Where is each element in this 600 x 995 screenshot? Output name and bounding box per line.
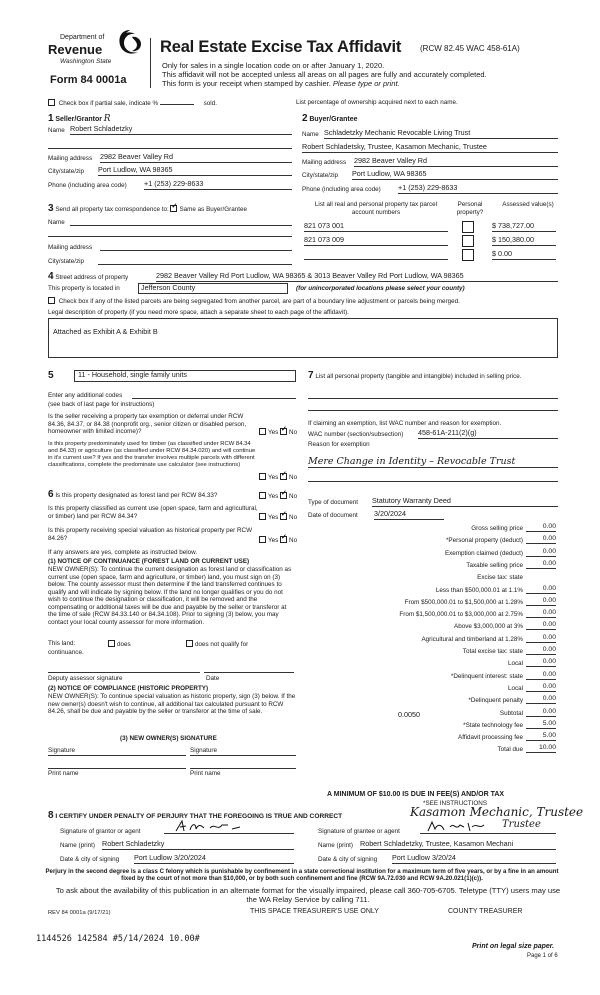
calc-row-label: Agricultural and timberland at 1.28% [421,636,523,643]
does-label: does [117,641,131,648]
grantee-signature-label: Signature of grantee or agent [318,828,400,835]
buyer-heading [302,113,358,125]
buyer-phone-label: Phone (including area code) [302,186,381,193]
page-title: Real Estate Excise Tax Affidavit [160,38,402,56]
additional-codes-label: Enter any additional codes [48,392,123,399]
exemption-label: If claiming an exemption, list WAC number and reason for exemption. [308,420,502,427]
note3-text: This form is your receipt when stamped by cashier. [162,79,331,88]
s6q1-yes-checkbox[interactable] [259,492,266,499]
calc-row-value[interactable]: 5.00 [526,720,556,729]
calc-row-value[interactable]: 0.00 [526,548,556,557]
parcels-col2-header: Personal property? [456,201,484,216]
s6q1-yes-label: Yes [268,493,279,500]
q2-yes-checkbox[interactable] [259,473,266,480]
calc-row-label: Total due [497,746,523,753]
grantor-name-row [60,839,296,850]
certify-text: I CERTIFY UNDER PENALTY OF PERJURY THAT THE FOREGOING IS TRUE AND CORRECT [55,813,343,820]
buyer-name-field1[interactable]: Schladetzky Mechanic Revocable Living Trust [324,129,558,139]
this-land-row [48,640,298,648]
calc-row-value[interactable]: 0.00 [526,671,556,680]
county-treasurer-label: COUNTY TREASURER [448,908,523,915]
unincorporated-note: (for unincorporated locations please select your county) [296,285,465,292]
buyer-mailing-field[interactable]: 2982 Beaver Valley Rd [354,157,558,167]
dept-line2: Revenue [48,42,103,57]
seller-heading-text: Seller/Grantor [55,116,102,123]
calc-row-value[interactable]: 0.00 [526,585,556,594]
calc-row-label: *Delinquent interest: state [450,673,523,680]
grantor-signature-label: Signature of grantor or agent [60,828,141,835]
grantee-date-field[interactable]: Port Ludlow 3/20/24 [392,854,556,864]
grantee-name-label: Name (print) [318,842,353,849]
street-label: Street address of property [55,274,129,281]
section5-q2: Is this property predominately used for timber (as classified under RCW 84.34 and 84.33) or agriculture (as classified under RCW 84.34.020) and will continue in it's current use? If yes and the transfer involves multiple parcels with different classifications, complete the predominate use calculator (see instructions) [48,441,256,469]
seller-city-field[interactable]: Port Ludlow, WA 98365 [98,166,292,176]
same-as-buyer-label: Same as Buyer/Grantee [179,206,248,213]
buyer-city-label: City/state/zip [302,172,339,179]
continuance-label: continuance. [48,649,84,656]
calc-row-label: Taxable selling price [466,562,523,569]
s6q1-no-checkbox[interactable] [280,492,287,499]
calc-row-value[interactable]: 0.00 [526,523,556,532]
seller-city-label: City/state/zip [48,168,85,175]
calc-row-value[interactable]: 0.00 [526,708,556,717]
owner-signature-label-1: Signature [48,747,75,754]
calc-row-value[interactable]: 0.00 [526,646,556,655]
see-instructions-note: *SEE INSTRUCTIONS [423,800,488,807]
calc-row-label: Less than $500,000.01 at 1.1% [435,587,523,594]
owner-print-name-label-2: Print name [190,770,221,777]
section8-num: 8 [48,810,54,821]
revenue-swirl-icon [116,28,144,58]
seller-city-row [48,165,292,176]
correspondence-mailing-label: Mailing address [48,244,93,251]
doc-type-row [308,496,558,507]
segregated-checkbox[interactable] [48,297,55,304]
buyer-city-row [302,169,558,180]
section6-q1 [48,489,258,501]
s6q3-no-checkbox[interactable] [280,536,287,543]
calc-row-value[interactable]: 0.00 [526,658,556,667]
this-land-label: This land: [48,640,76,647]
correspondence-mailing-field[interactable] [100,248,292,251]
partial-sold-label: sold. [203,100,217,107]
buyer-heading-text: Buyer/Grantee [309,116,358,123]
doc-type-label: Type of document [308,499,359,506]
calc-row-value[interactable]: 0.00 [526,597,556,606]
personal-property-checkbox-1[interactable] [462,221,474,233]
calc-row-label: From $1,500,000.01 to $3,000,000 at 2.75% [399,611,523,618]
deputy-date-label: Date [206,675,220,682]
seller-phone-label: Phone (including area code) [48,182,127,189]
q2-yes-label: Yes [268,474,279,481]
calc-row-label: Local [507,685,523,692]
parcel-number-2[interactable]: 821 073 009 [304,236,448,246]
header-note3 [162,79,400,88]
wac-field[interactable]: 458-61A-211(2)(g) [418,429,558,439]
section5-q1-answers [259,428,297,437]
header-note2: This affidavit will not be accepted unless all areas on all pages are fully and accurately completed. [162,70,487,79]
wac-label: WAC number (section/subsection) [308,431,404,438]
seller-phone-field[interactable]: +1 (253) 229-8633 [144,180,292,190]
doc-date-row [308,509,558,520]
new-owner-signature-title: (3) NEW OWNER(S) SIGNATURE [120,735,217,742]
buyer-name-label: Name [302,131,319,138]
s6q2-yes-label: Yes [268,514,279,521]
correspondence-name-label: Name [48,219,65,226]
partial-sale-row [48,99,217,108]
q1-yes-label: Yes [268,429,279,436]
seller-mailing-row [48,152,292,163]
correspondence-heading [48,203,247,215]
q1-no-checkbox[interactable] [280,428,287,435]
partial-sale-label: Check box if partial sale, indicate % [58,100,159,107]
correspondence-city-field[interactable] [98,262,292,265]
form-number: Form 84 0001a [50,74,127,86]
buyer-mailing-label: Mailing address [302,159,347,166]
correspondence-city-row [48,258,292,266]
parcel-number-3[interactable] [304,250,448,260]
segregated-label: Check box if any of the listed parcels are being segregated from another parcel, are part of a boundary line adjustment or parcels being merged. [58,298,460,305]
q2-no-label: No [289,474,298,481]
grantee-name-field[interactable]: Robert Schladetzky, Trustee, Kasamon Mechani [360,840,556,850]
calc-row-value[interactable]: 0.00 [526,634,556,643]
section7-label: List all personal property (tangible and intangible) included in selling price. [315,373,522,380]
personal-property-checkbox-3[interactable] [462,249,474,261]
legal-description-box[interactable] [48,318,558,358]
calc-row-value[interactable]: 0.00 [526,535,556,544]
dept-line3: Washington State [60,58,112,65]
calc-row-label: Affidavit processing fee [458,734,523,741]
owner-signature-label-2: Signature [190,747,217,754]
segregated-row [48,297,564,306]
calc-row-label: Above $3,000,000 at 3% [454,623,523,630]
seller-num: 1 [48,113,54,124]
see-back-label: (see back of last page for instructions) [48,401,155,408]
header-note1: Only for sales in a single location code on or after January 1, 2020. [162,61,385,70]
calc-row-label: Gross selling price [471,525,523,532]
cashier-stamp: 1144526 142584 #5/14/2024 10.00# [36,934,200,944]
calc-row-label: *State technology fee [463,722,523,729]
doc-date-field[interactable]: 3/20/2024 [374,510,444,520]
parcel-number-1[interactable]: 821 073 001 [304,222,448,232]
deputy-signature-label: Deputy assessor signature [48,675,123,682]
same-as-buyer-checkbox[interactable] [170,205,177,212]
section7-num: 7 [308,370,314,381]
correspondence-mailing-row [48,244,292,252]
does-checkbox[interactable] [108,640,115,647]
correspondence-name-field[interactable] [70,223,292,226]
revision-label: REV 84 0001a (9/17/21) [48,910,111,916]
rcw-reference: (RCW 82.45 WAC 458-61A) [420,44,520,53]
buyer-city-field[interactable]: Port Ludlow, WA 98365 [352,170,558,180]
grantor-signature-mark [174,819,244,833]
revenue-logo [46,28,150,72]
s6q2-yes-checkbox[interactable] [259,513,266,520]
use-code-select[interactable]: 11 - Household, single family units [74,370,296,382]
section6-num: 6 [48,489,54,500]
correspondence-num: 3 [48,203,54,214]
seller-name-label: Name [48,127,65,134]
grantor-signature-field[interactable] [164,822,294,834]
street-address-field[interactable]: 2982 Beaver Valley Rd Port Ludlow, WA 98365 & 3013 Beaver Valley Rd Port Ludlow, WA 98365 [156,272,558,282]
calc-row-value[interactable]: 0.00 [526,695,556,704]
note3-italic: Please type or print. [332,79,400,88]
located-row [48,285,558,293]
does-not-checkbox[interactable] [186,640,193,647]
calc-row-label: Excise tax: state [477,574,523,581]
dept-line1: Department of [60,34,105,41]
notice2-body: NEW OWNER(S): To continue special valuation as historic property, sign (3) below. If the new owner(s) doesn't wish to continue, all additional tax calculated pursuant to RCW 84.26, shall be due and payable by the seller or transferor at the time of sale. [48,693,296,716]
grantor-date-field[interactable]: Port Ludlow 3/20/2024 [134,854,294,864]
handwritten-trustee: Trustee [502,819,541,830]
s6q3-yes-checkbox[interactable] [259,536,266,543]
s6q1-no-label: No [289,493,298,500]
calc-row-label: Exemption claimed (deduct) [444,550,523,557]
grantee-date-label: Date & city of signing [318,856,378,863]
grantee-signature-field[interactable] [420,819,556,834]
buyer-mailing-row [302,156,558,167]
page-number: Page 1 of 6 [527,953,558,959]
grantor-date-row [60,853,296,864]
section5-q2-answers [259,473,297,482]
located-label: This property is located in [48,285,120,292]
correspondence-name-row [48,219,292,227]
grantor-date-label: Date & city of signing [60,856,120,863]
legal-description-text: Attached as Exhibit A & Exhibit B [53,327,158,336]
assessed-value-3[interactable]: $ 0.00 [492,250,556,260]
correspondence-label: Send all property tax correspondence to: [55,206,169,213]
parcels-col3-header: Assessed value(s) [502,201,554,208]
additional-codes-field[interactable] [132,397,296,399]
assessed-value-1[interactable]: $ 738,727.00 [492,222,556,232]
grantor-name-field[interactable]: Robert Schladetzky [102,840,294,850]
list-percentage-note: List percentage of ownership acquired next to each name. [296,99,458,106]
buyer-name-field2[interactable]: Robert Schladetsky, Trustee, Kasamon Mechanic, Trustee [302,143,558,153]
calc-row-value[interactable]: 10.00 [526,744,556,753]
parcels-col1-header: List all real and personal property tax parcel account numbers [314,201,438,216]
buyer-phone-field[interactable]: +1 (253) 229-8633 [398,184,558,194]
street-num: 4 [48,271,54,282]
q1-no-label: No [289,429,298,436]
calc-row-label: Total excise tax: state [462,648,523,655]
calc-row-value[interactable]: 5.00 [526,732,556,741]
local-rate: 0.0050 [398,710,420,719]
reason-label: Reason for exemption [308,441,370,448]
seller-name-field[interactable]: Robert Schladetzky [70,125,292,135]
county-select[interactable]: Jefferson County [138,283,288,294]
section6-q1-answers [259,492,297,501]
s6q3-yes-label: Yes [268,537,279,544]
calc-row-value[interactable]: 0.00 [526,560,556,569]
buyer-phone-row [302,183,558,194]
section6-q2-answers [259,513,297,522]
notice2-title: (2) NOTICE OF COMPLIANCE (HISTORIC PROPERTY) [48,685,209,692]
personal-property-checkbox-2[interactable] [462,235,474,247]
notice1-title: (1) NOTICE OF CONTINUANCE (FOREST LAND OR CURRENT USE) [48,558,250,565]
does-not-label: does not qualify for [195,641,249,648]
seller-name-row [48,124,292,135]
notice1-body: NEW OWNER(S): To continue the current designation as forest land or classification as current use (open space, farm and agriculture, or timber) land, you must sign on (3) below. The county assessor must then determine if the land transferred continues to qualify and will indicate by signing below. If the land no longer qualifies or you do not wish to continue the designation or classification, it will be removed and the compensating or additional taxes will be due and payable by the seller or transferor at the time of sale (RCW 84.33.140 or 84.34.108). Prior to signing (3) below, you may contact your local county assessor for more information. [48,566,292,626]
buyer-name-row [302,128,558,139]
reason-field[interactable]: Mere Change in Identity – Revocable Trust [308,456,558,468]
if-yes-note: If any answers are yes, complete as instructed below. [48,549,198,556]
partial-sale-checkbox[interactable] [48,99,55,106]
legal-label: Legal description of property (if you need more space, attach a separate sheet to each page of the affidavit). [48,309,349,316]
calc-row-value[interactable]: 0.00 [526,609,556,618]
s6q2-no-checkbox[interactable] [280,513,287,520]
alternate-format-notice: To ask about the availability of this publication in an alternate format for the visually impaired, please call 360-705-6705. Teletype (TTY) users may use the WA Relay Service by calling 711. [55,886,561,905]
perjury-notice: Perjury in the second degree is a class C felony which is punishable by confinement in a state correctional institution for a maximum term of five years, or by a fine in an amount fixed by the court of not more than $10,000, or by both such confinement and fine (RCW 9A.72.030 and RCW 9A.20.021(1)(c)). [45,868,559,883]
section5-q1: Is the seller receiving a property tax exemption or deferral under RCW 84.36, 84.37, or 84.38 (nonprofit org., senior citizen or disabled person, homeowner with limited income)? [48,413,247,436]
calc-row-label: *Personal property (deduct) [445,537,523,544]
section6-q1-text: Is this property designated as forest land per RCW 84.33? [55,492,218,499]
calc-row-value[interactable]: 0.00 [526,621,556,630]
section6-q3: Is this property receiving special valuation as historical property per RCW 84.26? [48,527,253,542]
seller-mailing-label: Mailing address [48,155,93,162]
calc-row-label: Subtotal [499,710,523,717]
section7-row [308,370,558,382]
section5-num: 5 [48,370,54,381]
seller-phone-row [48,179,292,190]
handwritten-grantee-name: Kasamon Mechanic, Trustee [410,805,584,819]
treasurer-use-label: THIS SPACE TREASURER'S USE ONLY [250,908,379,915]
correspondence-city-label: City/state/zip [48,258,85,265]
calc-row-value[interactable]: 0.00 [526,683,556,692]
legal-paper-note: Print on legal size paper. [472,943,555,950]
assessed-value-2[interactable]: $ 150,380.00 [492,236,556,246]
grantee-name-row [318,839,558,850]
s6q2-no-label: No [289,514,298,521]
section6-q2: Is this property classified as current use (open space, farm and agricultural, or timber) land per RCW 84.34? [48,505,258,520]
seller-mailing-field[interactable]: 2982 Beaver Valley Rd [100,153,292,163]
grantee-date-row [318,853,558,864]
seller-heading: 1 Seller/Grantor R [48,113,111,124]
section6-q3-answers [259,536,297,545]
calc-row-label: *Delinquent penalty [468,697,523,704]
minimum-due-note: A MINIMUM OF $10.00 IS DUE IN FEE(S) AND/OR TAX [327,791,505,798]
street-row [48,271,558,283]
buyer-num: 2 [302,113,308,124]
q1-yes-checkbox[interactable] [259,428,266,435]
doc-type-field[interactable]: Statutory Warranty Deed [372,497,558,507]
calc-row-label: From $500,000.01 to $1,500,000 at 1.28% [404,599,523,606]
doc-date-label: Date of document [308,512,358,519]
q2-no-checkbox[interactable] [280,473,287,480]
wac-row [308,428,558,439]
grantor-name-label: Name (print) [60,842,95,849]
owner-print-name-label-1: Print name [48,770,79,777]
grantee-signature-mark [426,819,486,833]
s6q3-no-label: No [289,537,298,544]
calc-row-label: Local [507,660,523,667]
